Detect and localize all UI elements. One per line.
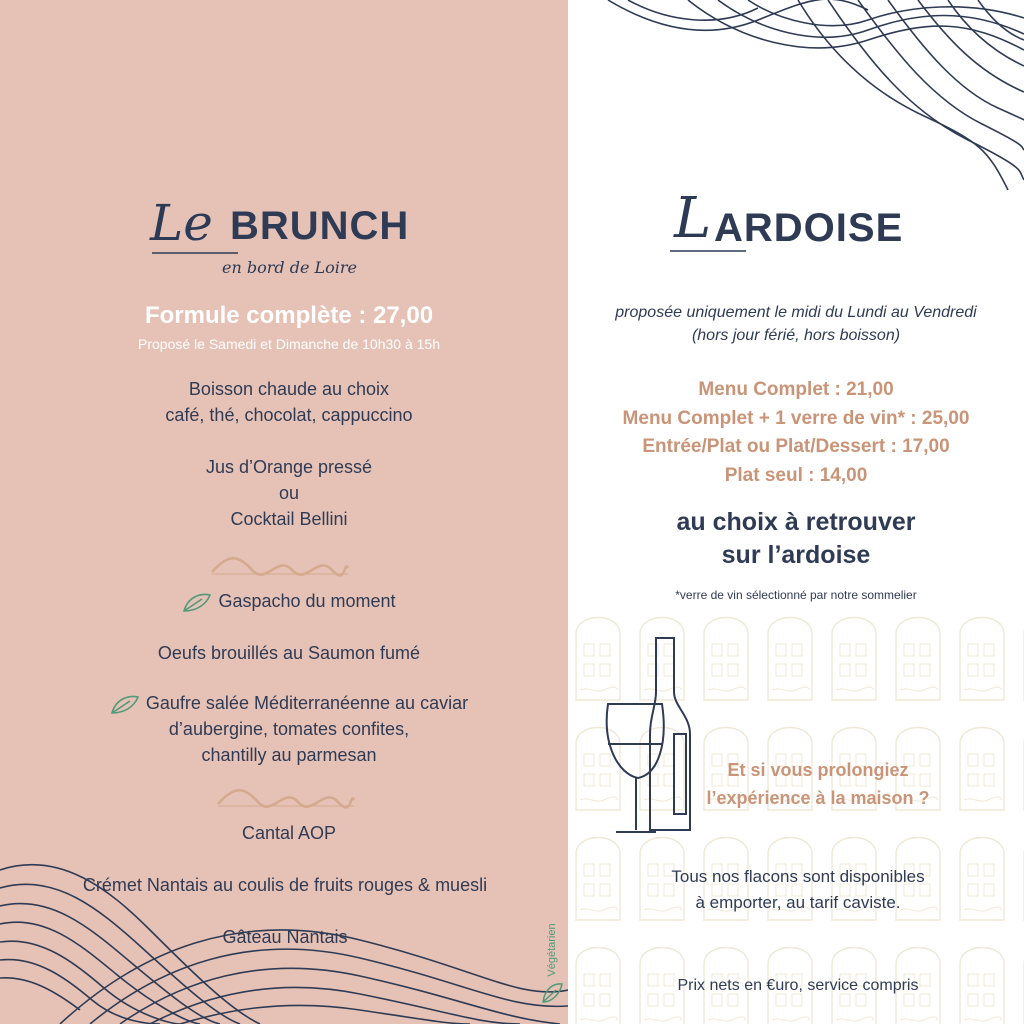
wine-illustration bbox=[598, 634, 698, 858]
prolong-line: Et si vous prolongiez bbox=[727, 760, 909, 780]
availability-line: proposée uniquement le midi du Lundi au Vendredi bbox=[615, 304, 977, 321]
availability-line: (hors jour férié, hors boisson) bbox=[691, 327, 901, 344]
leaf-icon bbox=[110, 693, 140, 715]
flacons-line: à emporter, au tarif caviste. bbox=[695, 893, 901, 912]
price-line: Entrée/Plat ou Plat/Dessert : 17,00 bbox=[642, 436, 950, 457]
menu-line: Cocktail Bellini bbox=[230, 509, 348, 529]
wave-divider-icon bbox=[208, 550, 352, 578]
choice-line: sur l’ardoise bbox=[721, 541, 871, 569]
formula-price: Formule complète : 27,00 bbox=[144, 302, 434, 329]
ardoise-panel bbox=[568, 0, 1024, 1024]
wave-divider-icon bbox=[214, 782, 358, 810]
choice-heading bbox=[568, 506, 1024, 572]
menu-line-text: Gaufre salée Méditerranéenne au caviar bbox=[145, 693, 469, 713]
leaf-icon bbox=[182, 591, 212, 613]
gaufre-item bbox=[0, 690, 568, 768]
wave-lines-decoration bbox=[568, 0, 1024, 190]
price-line: Menu Complet : 21,00 bbox=[698, 379, 894, 400]
menu-line: café, thé, chocolat, cappuccino bbox=[165, 405, 413, 425]
drinks-block bbox=[0, 376, 568, 428]
flacons-note bbox=[620, 864, 976, 916]
menu-line: Boisson chaude au choix bbox=[188, 379, 390, 399]
price-list bbox=[568, 376, 1024, 490]
availability-note bbox=[568, 301, 1024, 347]
title-subtitle: en bord de Loire bbox=[222, 258, 357, 277]
title-underline bbox=[150, 250, 240, 256]
menu-line bbox=[0, 690, 568, 716]
juice-block bbox=[0, 454, 568, 532]
flacons-line: Tous nos flacons sont disponibles bbox=[671, 867, 925, 886]
menu-line-cantal: Cantal AOP bbox=[241, 823, 337, 843]
formula-schedule: Proposé le Samedi et Dimanche de 10h30 à 15h bbox=[138, 336, 440, 352]
prolong-heading bbox=[640, 756, 996, 812]
choice-line: au choix à retrouver bbox=[676, 508, 916, 536]
menu-line: chantilly au parmesan bbox=[201, 745, 377, 765]
prolong-line: l’expérience à la maison ? bbox=[706, 788, 930, 808]
menu-line-oeufs: Oeufs brouillés au Saumon fumé bbox=[157, 643, 421, 663]
wine-note: *verre de vin sélectionné par notre sommelier bbox=[675, 588, 917, 602]
brunch-title-block bbox=[150, 190, 420, 280]
menu-line: ou bbox=[278, 483, 300, 503]
menu-line-cremet: Crémet Nantais au coulis de fruits rouges & muesli bbox=[82, 875, 488, 895]
menu-line: Gaspacho du moment bbox=[218, 591, 396, 611]
price-line: Menu Complet + 1 verre de vin* : 25,00 bbox=[622, 407, 970, 429]
leaf-icon bbox=[540, 980, 564, 1006]
title-prefix: Le bbox=[150, 194, 213, 252]
menu-line: d’aubergine, tomates confites, bbox=[168, 719, 410, 739]
vegetarian-legend bbox=[540, 900, 564, 1020]
footer-prices-note: Prix nets en €uro, service compris bbox=[677, 977, 919, 994]
title-prefix: L bbox=[674, 186, 712, 251]
gaspacho-item bbox=[0, 588, 568, 614]
page-title: BRUNCH bbox=[230, 204, 410, 248]
menu-line: Jus d’Orange pressé bbox=[205, 457, 373, 477]
price-line: Plat seul : 14,00 bbox=[724, 464, 868, 486]
menu-line-gateau: Gâteau Nantais bbox=[222, 927, 348, 947]
legend-label: Végétarien bbox=[546, 923, 558, 977]
page-title: ARDOISE bbox=[714, 206, 904, 250]
ardoise-title-block bbox=[668, 186, 938, 266]
